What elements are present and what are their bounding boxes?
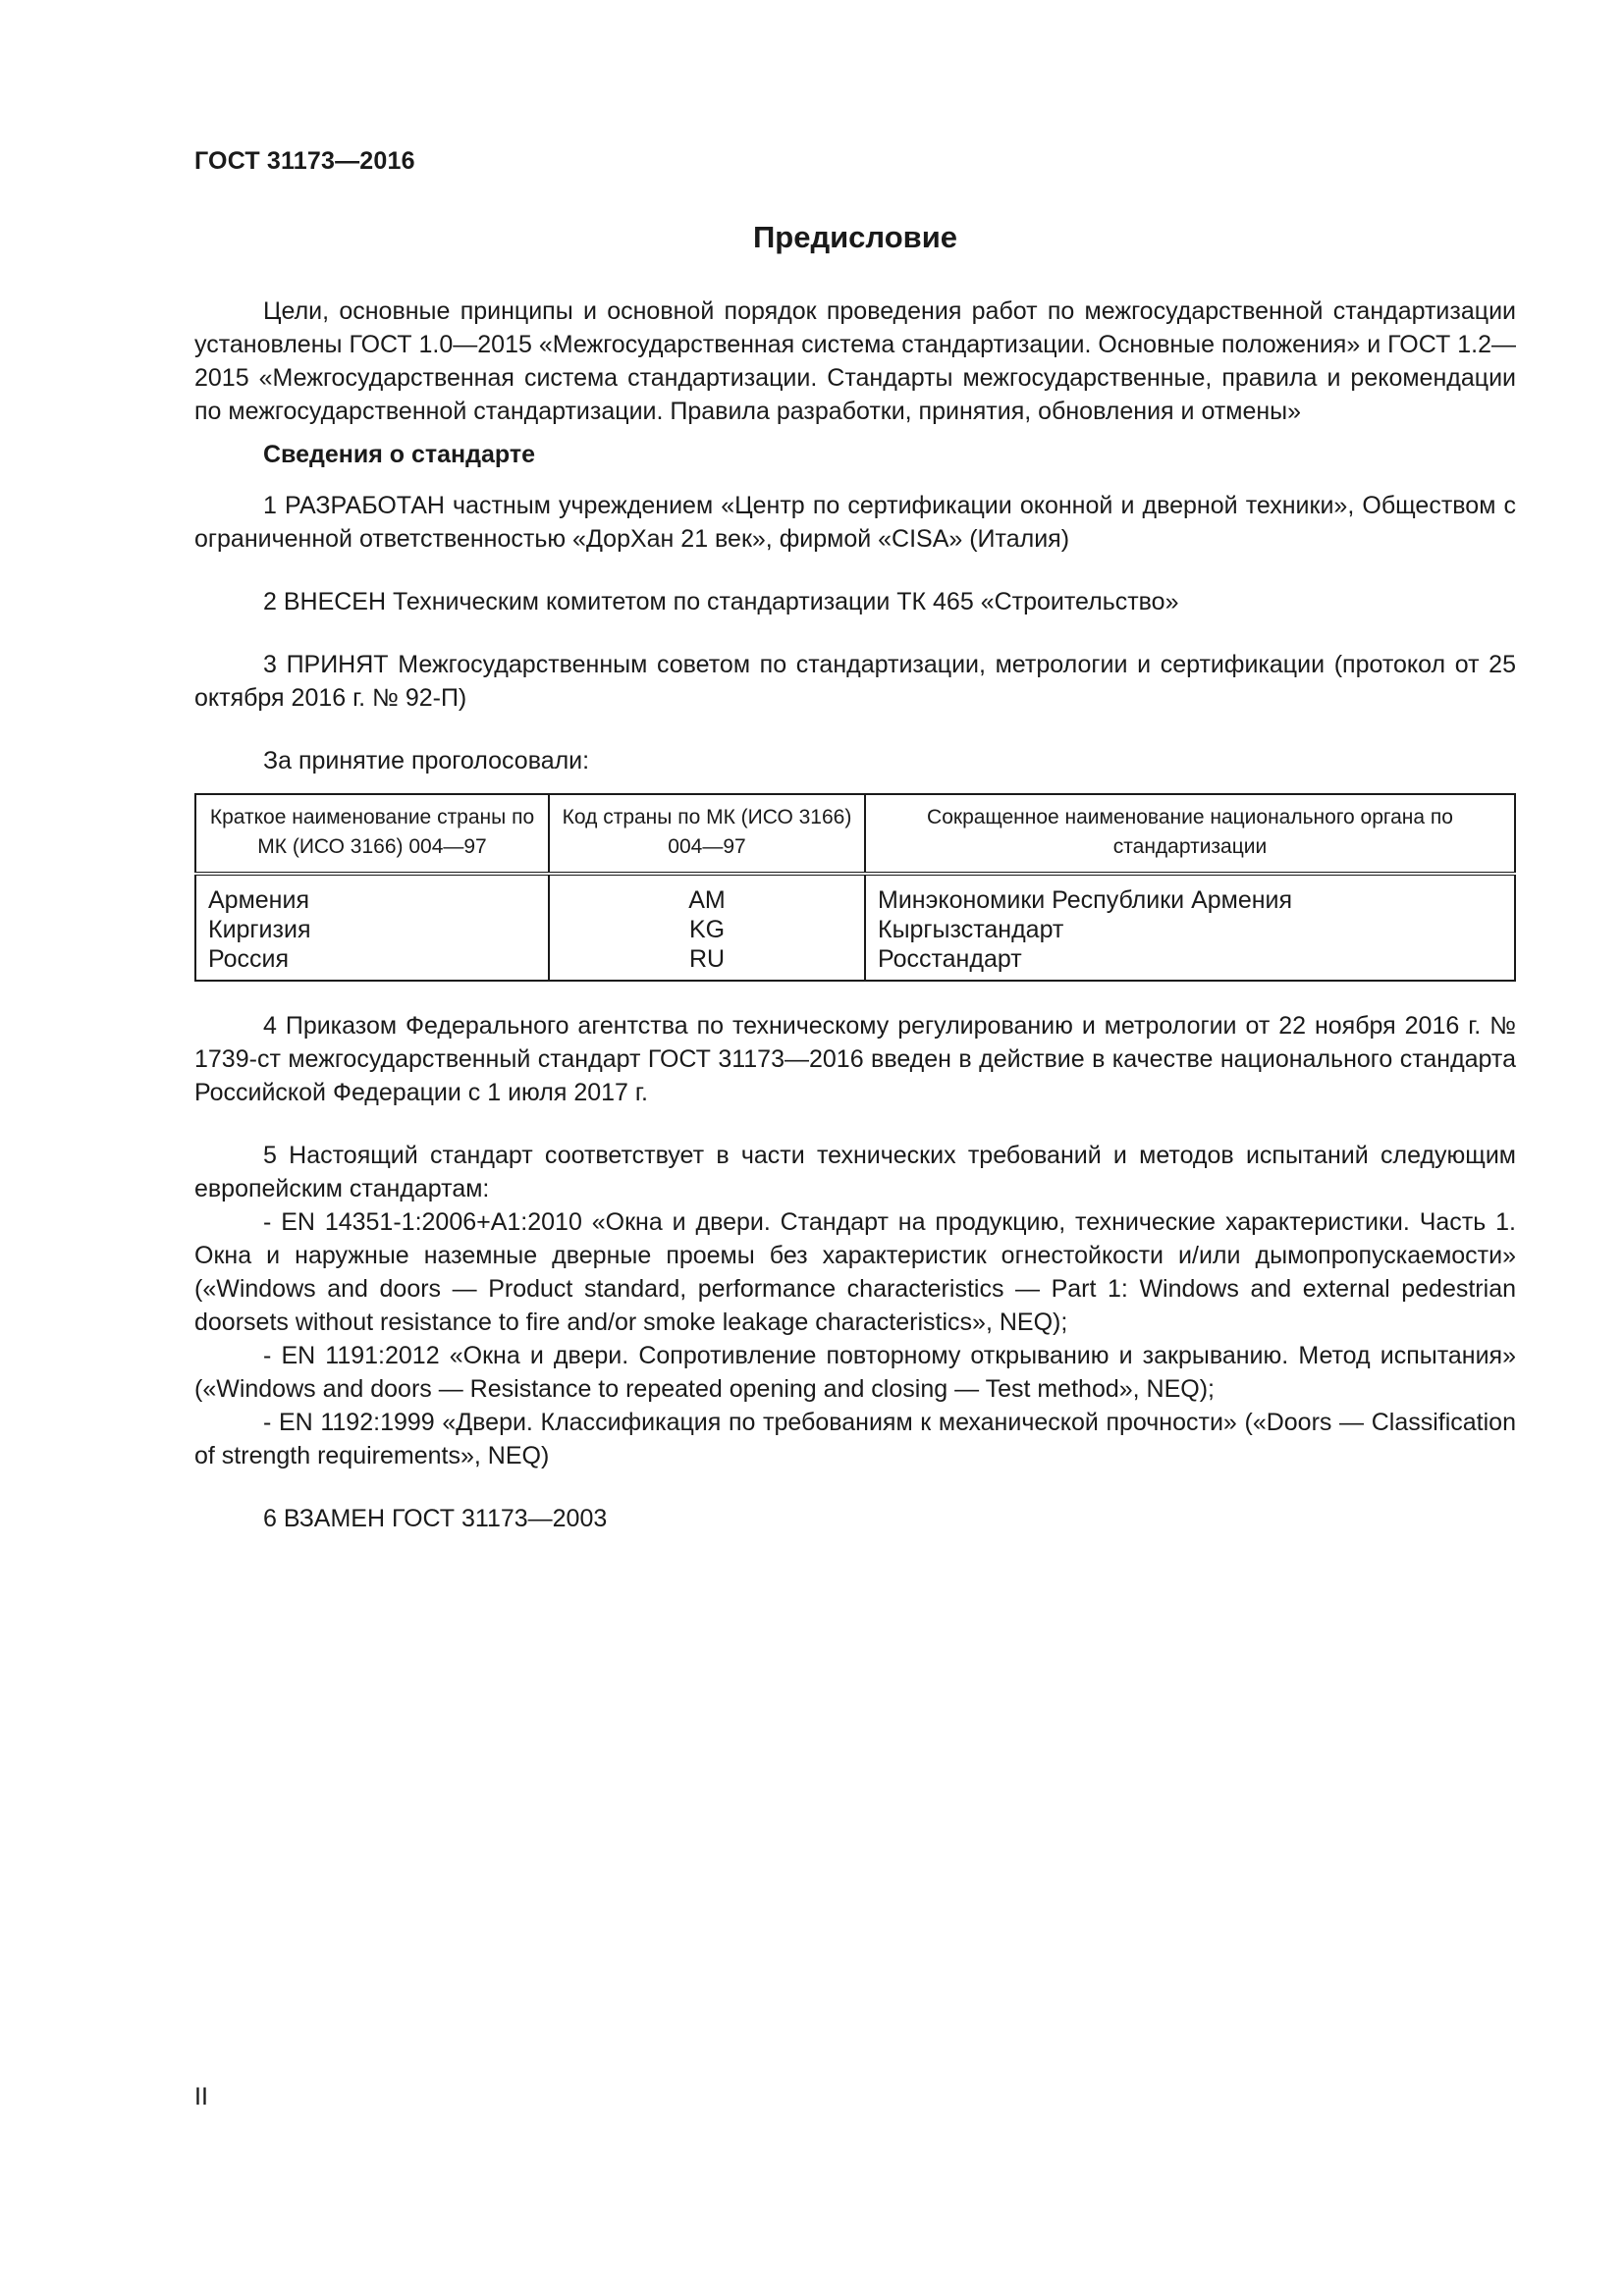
european-standard-item: - EN 14351-1:2006+A1:2010 «Окна и двери. Стандарт на продукцию, технические характеристики. Часть 1. Окна и наружные наземные дверные проемы без характеристик огнестойкости и/или дымопропускаемости» («Windows and doors — Product standard, performance characteristics — Part 1: Windows and external pedestrian doorsets without resistance to fire and/or smoke leakage characteristics», NEQ); (194, 1208, 1516, 1336)
document-code: ГОСТ 31173—2016 (194, 147, 415, 175)
national-body-name: Минэкономики Республики Армения (878, 886, 1293, 914)
national-body-name: Кыргызстандарт (878, 916, 1064, 943)
item-5-conformity: 5 Настоящий стандарт соответствует в части технических требований и методов испытаний следующим европейским стандартам: (194, 1142, 1516, 1202)
table-row (195, 874, 1515, 981)
page-title: Предисловие (752, 220, 957, 254)
page-content (194, 218, 1516, 1535)
item-2-introduced-by: 2 ВНЕСЕН Техническим комитетом по стандартизации ТК 465 «Строительство» (263, 588, 1179, 615)
header-national-body: Сокращенное наименование национального органа по стандартизации (865, 794, 1515, 874)
page-number: II (194, 2083, 208, 2110)
national-body-column (865, 874, 1515, 981)
country-name: Россия (208, 945, 289, 973)
header-country-code: Код страны по МК (ИСО 3166) 004—97 (549, 794, 865, 874)
country-code: RU (688, 945, 726, 973)
voting-countries-table (194, 793, 1516, 982)
item-1-developed-by: 1 РАЗРАБОТАН частным учреждением «Центр по сертификации оконной и дверной техники», Обществом с ограниченной ответственностью «ДорХан 21 век», фирмой «CISA» (Италия) (194, 492, 1516, 553)
item-4-order: 4 Приказом Федерального агентства по техническому регулированию и метрологии от 22 ноября 2016 г. № 1739-ст межгосударственный стандарт ГОСТ 31173—2016 введен в действие в качестве национального стандарта Российской Федерации с 1 июля 2017 г. (194, 1012, 1516, 1106)
vote-intro: За принятие проголосовали: (263, 747, 590, 774)
european-standard-item: - EN 1191:2012 «Окна и двери. Сопротивление повторному открыванию и закрыванию. Метод испытания» («Windows and doors — Resistance to repeated opening and closing — Test method», NEQ); (194, 1342, 1516, 1403)
item-6-replaces: 6 ВЗАМЕН ГОСТ 31173—2003 (263, 1505, 608, 1532)
national-body-name: Росстандарт (878, 945, 1022, 973)
code-column (549, 874, 865, 981)
country-code: KG (688, 916, 726, 943)
country-name: Армения (208, 886, 309, 914)
table-header-row (195, 794, 1515, 874)
section-subheading: Сведения о стандарте (263, 441, 536, 468)
european-standard-item: - EN 1192:1999 «Двери. Классификация по требованиям к механической прочности» («Doors — Classification of strength requirements», NEQ) (194, 1409, 1516, 1469)
country-code: AM (688, 886, 726, 914)
country-column (195, 874, 549, 981)
item-3-adopted-by: 3 ПРИНЯТ Межгосударственным советом по стандартизации, метрологии и сертификации (протокол от 25 октября 2016 г. № 92-П) (194, 651, 1516, 712)
header-country-name: Краткое наименование страны по МК (ИСО 3166) 004—97 (195, 794, 549, 874)
intro-paragraph: Цели, основные принципы и основной порядок проведения работ по межгосударственной стандартизации установлены ГОСТ 1.0—2015 «Межгосударственная система стандартизации. Основные положения» и ГОСТ 1.2—2015 «Межгосударственная система стандартизации. Стандарты межгосударственные, правила и рекомендации по межгосударственной стандартизации. Правила разработки, принятия, обновления и отмены» (194, 297, 1516, 425)
country-name: Киргизия (208, 916, 311, 943)
